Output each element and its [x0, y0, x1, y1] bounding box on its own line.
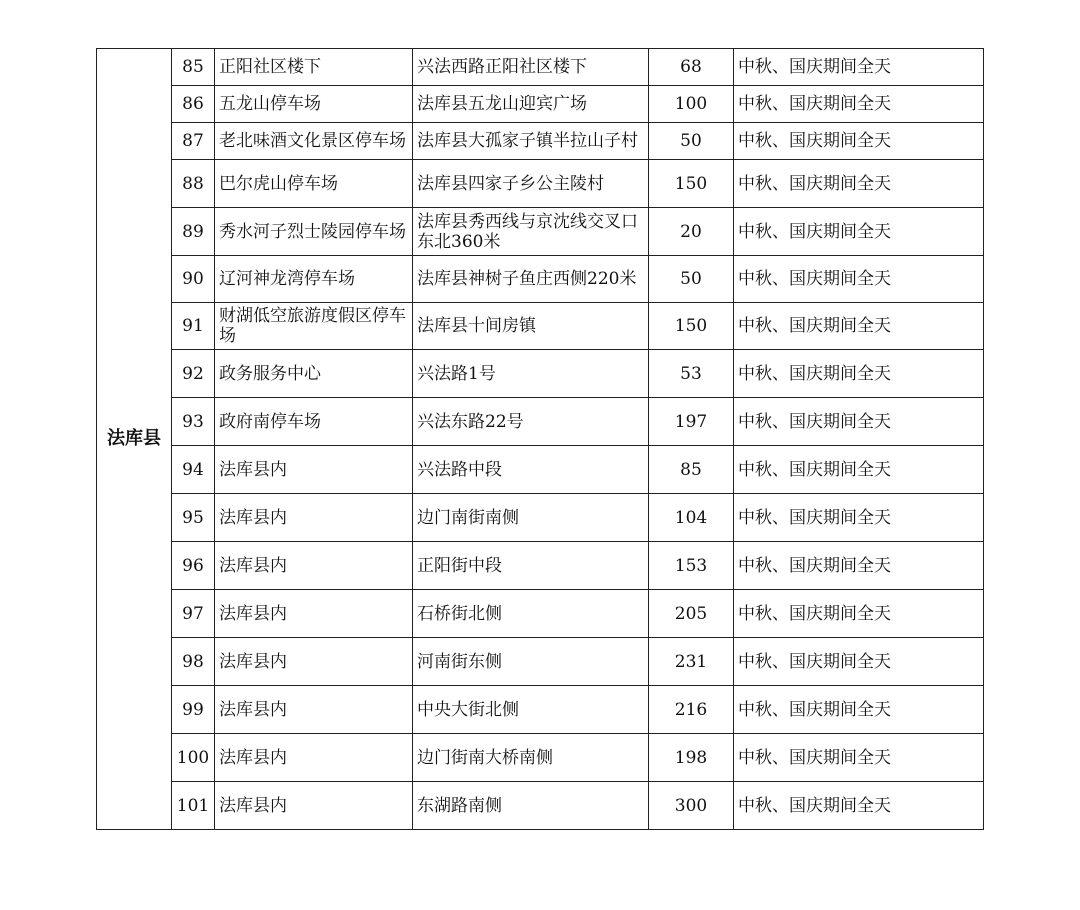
table-row — [97, 494, 984, 542]
parking-name: 巴尔虎山停车场 — [215, 160, 413, 208]
parking-spaces: 150 — [649, 160, 734, 208]
table-row — [97, 256, 984, 303]
open-time: 中秋、国庆期间全天 — [734, 303, 984, 350]
open-time: 中秋、国庆期间全天 — [734, 638, 984, 686]
table-row — [97, 350, 984, 398]
parking-address: 中央大街北侧 — [413, 686, 649, 734]
parking-address: 法库县四家子乡公主陵村 — [413, 160, 649, 208]
open-time: 中秋、国庆期间全天 — [734, 686, 984, 734]
table-row — [97, 49, 984, 86]
parking-spaces: 50 — [649, 123, 734, 160]
parking-spaces: 216 — [649, 686, 734, 734]
row-number: 85 — [172, 49, 215, 86]
table-row — [97, 686, 984, 734]
parking-spaces: 205 — [649, 590, 734, 638]
open-time: 中秋、国庆期间全天 — [734, 398, 984, 446]
row-number: 88 — [172, 160, 215, 208]
open-time: 中秋、国庆期间全天 — [734, 446, 984, 494]
parking-address: 边门南街南侧 — [413, 494, 649, 542]
parking-address: 兴法路中段 — [413, 446, 649, 494]
county-cell: 法库县 — [97, 49, 172, 830]
table-row — [97, 398, 984, 446]
row-number: 94 — [172, 446, 215, 494]
parking-name: 法库县内 — [215, 638, 413, 686]
parking-address: 兴法西路正阳社区楼下 — [413, 49, 649, 86]
parking-address: 法库县秀西线与京沈线交叉口东北360米 — [413, 208, 649, 256]
parking-spaces: 20 — [649, 208, 734, 256]
parking-spaces: 104 — [649, 494, 734, 542]
table-row — [97, 782, 984, 830]
parking-spaces: 68 — [649, 49, 734, 86]
open-time: 中秋、国庆期间全天 — [734, 734, 984, 782]
parking-name: 政务服务中心 — [215, 350, 413, 398]
row-number: 98 — [172, 638, 215, 686]
row-number: 91 — [172, 303, 215, 350]
parking-address: 法库县十间房镇 — [413, 303, 649, 350]
parking-address: 石桥街北侧 — [413, 590, 649, 638]
parking-spaces: 53 — [649, 350, 734, 398]
open-time: 中秋、国庆期间全天 — [734, 86, 984, 123]
parking-address: 兴法路1号 — [413, 350, 649, 398]
row-number: 87 — [172, 123, 215, 160]
table-row — [97, 86, 984, 123]
row-number: 92 — [172, 350, 215, 398]
parking-spaces: 231 — [649, 638, 734, 686]
parking-name: 法库县内 — [215, 686, 413, 734]
parking-name: 五龙山停车场 — [215, 86, 413, 123]
table-row — [97, 590, 984, 638]
open-time: 中秋、国庆期间全天 — [734, 590, 984, 638]
row-number: 100 — [172, 734, 215, 782]
row-number: 89 — [172, 208, 215, 256]
table-row — [97, 446, 984, 494]
open-time: 中秋、国庆期间全天 — [734, 494, 984, 542]
table-row — [97, 734, 984, 782]
open-time: 中秋、国庆期间全天 — [734, 208, 984, 256]
open-time: 中秋、国庆期间全天 — [734, 160, 984, 208]
parking-name: 法库县内 — [215, 590, 413, 638]
table-row — [97, 638, 984, 686]
row-number: 93 — [172, 398, 215, 446]
parking-address: 边门街南大桥南侧 — [413, 734, 649, 782]
parking-address: 正阳街中段 — [413, 542, 649, 590]
table-row — [97, 542, 984, 590]
open-time: 中秋、国庆期间全天 — [734, 123, 984, 160]
row-number: 86 — [172, 86, 215, 123]
parking-spaces: 153 — [649, 542, 734, 590]
parking-address: 东湖路南侧 — [413, 782, 649, 830]
parking-name: 法库县内 — [215, 446, 413, 494]
row-number: 97 — [172, 590, 215, 638]
table-row — [97, 303, 984, 350]
parking-spaces: 300 — [649, 782, 734, 830]
parking-spaces: 100 — [649, 86, 734, 123]
open-time: 中秋、国庆期间全天 — [734, 350, 984, 398]
open-time: 中秋、国庆期间全天 — [734, 782, 984, 830]
parking-name: 法库县内 — [215, 734, 413, 782]
parking-address: 河南街东侧 — [413, 638, 649, 686]
row-number: 96 — [172, 542, 215, 590]
parking-name: 正阳社区楼下 — [215, 49, 413, 86]
row-number: 90 — [172, 256, 215, 303]
open-time: 中秋、国庆期间全天 — [734, 256, 984, 303]
parking-name: 辽河神龙湾停车场 — [215, 256, 413, 303]
parking-name: 秀水河子烈士陵园停车场 — [215, 208, 413, 256]
open-time: 中秋、国庆期间全天 — [734, 49, 984, 86]
table-row — [97, 160, 984, 208]
parking-address: 兴法东路22号 — [413, 398, 649, 446]
parking-address: 法库县大孤家子镇半拉山子村 — [413, 123, 649, 160]
parking-spaces: 150 — [649, 303, 734, 350]
parking-spaces: 197 — [649, 398, 734, 446]
parking-name: 政府南停车场 — [215, 398, 413, 446]
parking-name: 法库县内 — [215, 542, 413, 590]
open-time: 中秋、国庆期间全天 — [734, 542, 984, 590]
parking-address: 法库县神树子鱼庄西侧220米 — [413, 256, 649, 303]
parking-name: 法库县内 — [215, 494, 413, 542]
parking-spaces: 198 — [649, 734, 734, 782]
row-number: 95 — [172, 494, 215, 542]
parking-name: 老北味酒文化景区停车场 — [215, 123, 413, 160]
parking-spaces: 50 — [649, 256, 734, 303]
parking-address: 法库县五龙山迎宾广场 — [413, 86, 649, 123]
row-number: 99 — [172, 686, 215, 734]
table-row — [97, 123, 984, 160]
parking-name: 法库县内 — [215, 782, 413, 830]
row-number: 101 — [172, 782, 215, 830]
parking-spaces: 85 — [649, 446, 734, 494]
table-row — [97, 208, 984, 256]
parking-name: 财湖低空旅游度假区停车场 — [215, 303, 413, 350]
parking-table — [96, 48, 984, 830]
